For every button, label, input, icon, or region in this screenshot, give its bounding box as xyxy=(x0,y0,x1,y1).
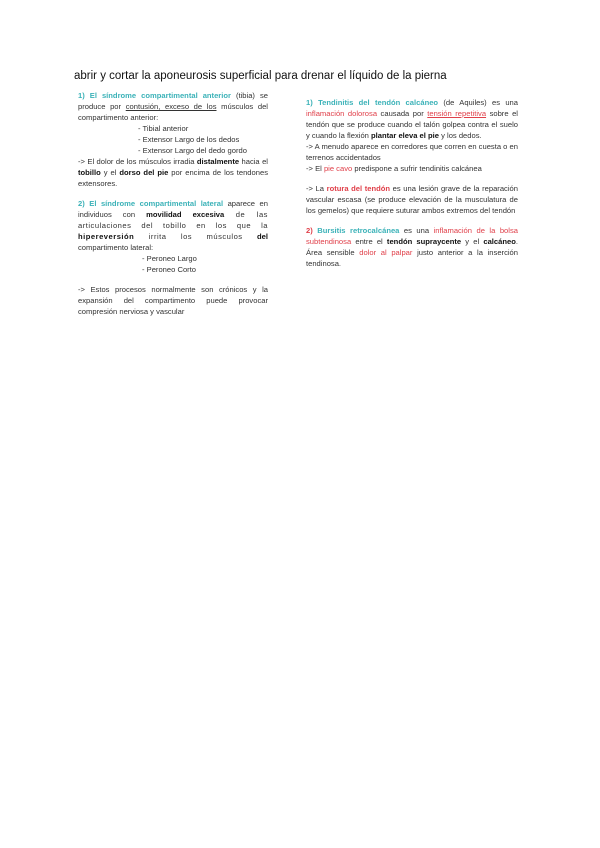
text: predispone a sufrir tendinitis calcánea xyxy=(352,164,482,173)
item-number: 1) xyxy=(306,98,319,107)
item-number: 2) El xyxy=(78,199,101,208)
lateral-compartment-paragraph xyxy=(78,198,268,275)
term-lateral-syndrome: síndrome compartimental lateral xyxy=(100,199,224,208)
red-term: pie cavo xyxy=(323,164,353,173)
text: por encima de los tendones extensores. xyxy=(78,168,268,188)
bold-term: del xyxy=(257,232,268,241)
text: irrita los músculos xyxy=(134,232,258,241)
text: es una lesión grave de la reparación vascular escasa (se produce elevación de la musculatura de los gemelos) que requiere suturar ambos extremos del tendón xyxy=(306,184,518,215)
bold-term: movilidad excesiva xyxy=(146,210,225,219)
text: músculos del compartimento anterior: xyxy=(78,102,268,122)
bursitis-paragraph xyxy=(306,225,518,269)
term-anterior-syndrome: síndrome compartimental anterior xyxy=(101,91,231,100)
page-title: abrir y cortar la aponeurosis superficial para drenar el líquido de la pierna xyxy=(74,70,447,82)
text: y el xyxy=(461,237,484,246)
bold-term: tobillo xyxy=(78,168,101,177)
right-column xyxy=(306,97,518,278)
pain-note xyxy=(78,156,268,189)
text: hacia el xyxy=(239,157,268,166)
text: y el xyxy=(100,168,120,177)
text: aparece en individuos con xyxy=(78,199,268,219)
bold-term: plantar eleva el pie xyxy=(371,131,439,140)
item-number: 2) xyxy=(306,226,318,235)
list-item: - Tibial anterior xyxy=(138,124,189,133)
red-term: dolor al palpar xyxy=(359,248,413,257)
list-item: - Peroneo Corto xyxy=(142,265,197,274)
text: de las articulaciones del tobillo en los que la xyxy=(78,210,268,230)
chronic-note: -> Estos procesos normalmente son crónicos y la expansión del compartimento puede provocar compresión nerviosa y vascular xyxy=(78,285,268,316)
term-bursitis: Bursitis retrocalcánea xyxy=(317,226,400,235)
bold-term: calcáneo xyxy=(483,237,516,246)
bold-term: distalmente xyxy=(196,157,240,166)
term-tendinitis: Tendinitis del tendón calcáneo xyxy=(318,98,439,107)
text: es una xyxy=(399,226,434,235)
muscle-list xyxy=(78,123,268,156)
bold-term: dorso del pie xyxy=(119,168,169,177)
text: y los dedos. xyxy=(438,131,482,140)
muscle-list xyxy=(78,253,268,275)
bold-term: hipereversión xyxy=(78,232,135,241)
anterior-compartment-paragraph xyxy=(78,90,268,189)
item-number: 1) El xyxy=(78,91,102,100)
list-item: - Extensor Largo del dedo gordo xyxy=(138,146,247,155)
list-item: - Peroneo Largo xyxy=(142,254,197,263)
text: (de Aquiles) es una xyxy=(438,98,518,107)
runners-note: -> A menudo aparece en corredores que corren en cuesta o en terrenos accidentados xyxy=(306,142,518,162)
text: justo anterior a la inserción tendinosa. xyxy=(306,248,519,268)
text: entre el xyxy=(351,237,387,246)
text: sobre el tendón que se produce cuando el talón golpea contra el suelo y cuando la flexión xyxy=(306,109,518,140)
text: -> La xyxy=(306,184,327,193)
red-term: subtendinosa xyxy=(306,237,352,246)
text: -> El dolor de los músculos irradia xyxy=(78,157,197,166)
red-term: inflamación de la bolsa xyxy=(433,226,518,235)
left-column xyxy=(78,90,268,326)
text: (tibia) se produce por xyxy=(78,91,268,111)
text: causada por xyxy=(377,109,428,118)
text: -> El xyxy=(306,164,324,173)
red-term: inflamación dolorosa xyxy=(306,109,378,118)
text: compartimento lateral: xyxy=(78,243,154,252)
red-underlined-term: tensión repetitiva xyxy=(427,109,487,118)
rupture-paragraph xyxy=(306,183,518,216)
bold-term: tendón supraycente xyxy=(386,237,462,246)
text: . Área sensible xyxy=(306,237,518,257)
red-bold-term: rotura del tendón xyxy=(326,184,391,193)
underlined-text: contusión, exceso de los xyxy=(125,102,217,111)
list-item: - Extensor Largo de los dedos xyxy=(138,135,240,144)
tendinitis-paragraph xyxy=(306,97,518,174)
pes-cavus-note xyxy=(306,163,518,174)
